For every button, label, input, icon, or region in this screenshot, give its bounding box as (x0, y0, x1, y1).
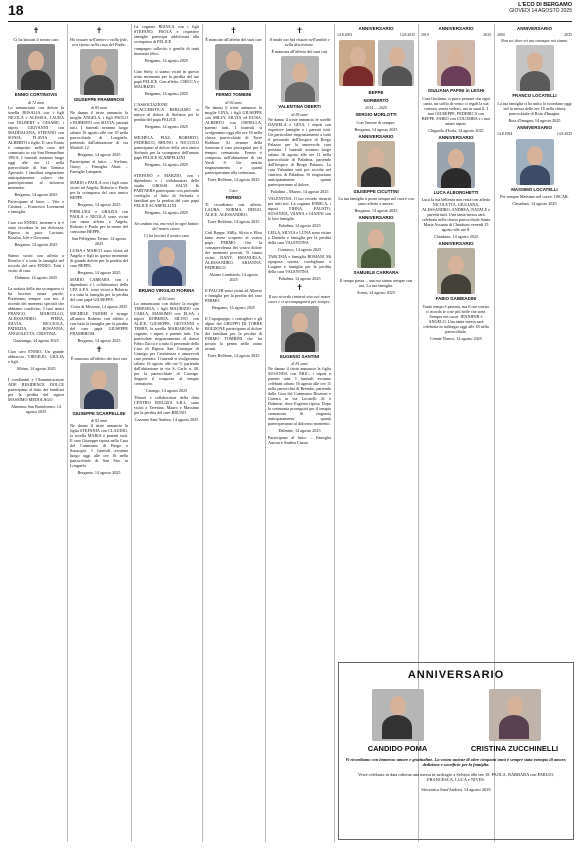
anniversary-dates (497, 132, 572, 137)
anniversary-text: Tanto tempo è passato, ma il tuo sorriso ci ricorda le cose più belle che siete. Sempre nei cuori. JENNIFER e ANGELO. Una santa messa sarà celebrata in suffragio oggi alle 18 nella parrocchiale. (422, 303, 490, 334)
portrait-photo (516, 45, 554, 91)
deceased-name: GIUSEPPE SCARPELLINI (72, 410, 126, 416)
place-date: Dalmine, 14 agosto 2025 (14, 274, 58, 280)
condolence-message: L'ASSOCIAZIONE SCACCHISTICA BERGAMO si unisce al dolore di Stefania per la perdita del papà FELICE (134, 102, 199, 122)
place-date: Chignolo d'Isola, 14 agosto 2025 (428, 127, 484, 133)
portrait-photo (281, 56, 319, 102)
masthead (509, 2, 572, 14)
cross-icon: ✝ (32, 26, 40, 35)
portrait-photo (17, 44, 55, 90)
condolence-message: LEILA, SILVIA e LUNA sono vicine a Daniela e famiglia per la perdita della cara VALENTINA (268, 229, 331, 245)
anniversary-quote: Non sei dove eri ma ovunque noi siamo. (500, 38, 569, 43)
obituary-intro: È mancata all'affetto dei suoi cari (271, 49, 328, 54)
portrait-photo (437, 248, 475, 294)
obituary-quote: Sei andato via, ma resti in ogni battito del nostro cuore. (134, 221, 199, 231)
place-date: Bergamo, 14 agosto 2025 (145, 91, 188, 96)
anniversary-label: ANNIVERSARIO (358, 215, 394, 220)
portrait-photo (372, 689, 424, 741)
place-date: Curnasco, 14 agosto 2025 (277, 246, 322, 252)
anniversary-column-8 (497, 24, 572, 660)
obituary-intro: Ci ha lasciati il nostro caro (13, 37, 59, 42)
condolence-message: MICHELE TADDEI e stringe all'amico Roberto con affetto e con tutta la famiglia per la perdita del caro papà GIUSEPPE FRAMBROSI. (70, 310, 128, 336)
date-start: 14.8.1994 (497, 131, 513, 136)
greeting-name: FERMO (225, 194, 242, 200)
couple-anniversary-notice (338, 662, 574, 840)
obituary-column-2 (70, 24, 128, 842)
obituary-quote: Il tuo ricordo rimarrà vivo nei nostri cuori e ci accompagnerà per sempre. (268, 293, 331, 304)
condolence-message: compagno sollecito e gentile di tanti momenti felici. (134, 46, 199, 56)
place-date: Bergamo, 14 agosto 2025 (145, 162, 188, 167)
issue-date: GIOVEDÌ 14 AGOSTO 2025 (509, 8, 572, 14)
place-date: Costa di Mezzate, 14 agosto 2025 (70, 303, 128, 309)
place-date: Chiuduno, 14 agosto 2025 (512, 201, 557, 206)
portrait-photo (148, 240, 186, 286)
obituary-text: Ne danno il triste annuncio la moglie ANGELA, i figli PAOLO e ROBERTO con SILVIA, parenti tutti. I funerali avranno luogo sabato 16 agosto alle ore 10 nella parrocchiale di Longuelo, partendo dall'abitazione di via Mattioli 12. (70, 109, 128, 150)
deceased-name: BRUNO VIRGILIO FIORINA (138, 288, 195, 293)
anniversary-years: 2014 — 2025 (365, 105, 387, 110)
portrait-photo (437, 40, 475, 86)
place-date: Bergamo, 14 agosto 2025 (77, 151, 121, 157)
cross-icon: ✝ (296, 26, 303, 35)
anniversary-text: La tua famiglia ti porta sempre nel cuore con tanto affetto e amore. (338, 196, 414, 206)
obituary-text: Lo annunciano con dolore la sorella ROSALIA con i figli NICOLA e ALESSIA, LAURA con DILBERT e CESARE, i nipoti GIOVANNI con MADDALENA, STEFANO con SONIA, FLAVIA con ALBERTO e figlie. Il caro Ennio è composto nella casa del commiato in via San Bernardino 199/A. I funerali avranno luogo oggi alle ore 11 nella parrocchiale di San Tomaso Apostolo. I familiari ringraziano anticipatamente coloro che parteciperanno al doloroso momento. (8, 104, 64, 190)
deceased-name: BEPPE (368, 90, 384, 95)
deceased-name: FABIO GABBIADINI (435, 296, 477, 301)
condolence-message: I condòmini e l'Amministratore ADE RESIDENCE DOLCE partecipano al lutto dei familiari per la perdita del signor MASSIMO MEDOLAGO (8, 376, 64, 402)
condolence-message: MARIO CARRARA con i dipendenti e i collaboratori della CPZ S.P.A. sono vicini a Roberto e a tutta la famiglia per la perdita del caro papà GIUSEPPE. (70, 276, 128, 302)
portrait-photo (378, 40, 414, 86)
deceased-name: GIULIANA PAPINI in LEGHI (427, 88, 485, 93)
deceased-age: di 92 anni (90, 418, 108, 423)
date-start: 14.8.2003 (337, 33, 353, 37)
participants: Partecipano al lutto: – Stefano, Giusy; – Famiglia Abati; – Famiglie Lamperti. (70, 158, 128, 174)
cross-icon: ✝ (95, 344, 103, 354)
obituary-intro: È mancato all'affetto dei suoi cari (70, 355, 128, 361)
condolence-message: STEFANO e MARZIO, con i dipendenti e i collaboratori dello studio GROSSI SALVI & PARTNERS partecipano con profondo cordoglio al lutto di Stefania e familiari per la perdita del caro papà FELICE SCARPELLINI (134, 173, 199, 208)
portrait-photo (281, 306, 319, 352)
obituary-column-5 (268, 24, 331, 842)
deceased-name: CRISTINA ZUCCHINELLI (470, 744, 559, 753)
anniversary-quote: Vi ricordiamo con immenso amore e gratitudine. La vostra unione di oltre cinquant'anni è sempre stata esempio di amore, dedizione e sacrificio per la famiglia. (345, 757, 567, 768)
column-separator (67, 24, 68, 842)
anniversary-text: Cara Giuliana, ci piace pensare che ogni tanto, un soffio di vento ci regali la tua carezza, senza vederti, ma tu sarai lì. I tuoi GIUSEPPE, FEDERICA con BEPPE, FABIO con COLOMBA e i tuoi amati nipoti. (421, 95, 491, 126)
date-end: 14.8.2025 (399, 33, 415, 37)
portrait-block (348, 687, 448, 753)
anniversary-label: ANNIVERSARIO (438, 241, 474, 246)
portrait-photo (357, 222, 395, 268)
place-date: Almenno San Bartolomeo, 14 agosto 2025 (10, 403, 61, 414)
anniversary-label: ANNIVERSARIO (358, 133, 394, 139)
place-date: Rota d'Imagna, 14 agosto 2025 (508, 117, 561, 123)
deceased-name: LUCA ALBORGHETTI (433, 189, 479, 195)
deceased-name: GIUSEPPE CICUTTINI (353, 188, 399, 194)
column-separator (334, 24, 335, 842)
participants: Partecipano al lutto: – Famiglia Aurora e Andrea Cassia (268, 435, 331, 445)
place-date: Paladina, 14 agosto 2025 (278, 222, 321, 228)
deceased-name: MASSIMO LOCATELLI (511, 186, 558, 192)
obituary-intro: È mancato all'affetto dei suoi cari (205, 37, 262, 42)
date-end: 2025 (483, 33, 491, 37)
condolence-message: Caro zio ENNIO, insieme a te è stata ricordata la tua dolcezza. Riposa in pace. Luciano, Rosalia, Jole e Giovanni. (8, 219, 64, 240)
page-header (0, 0, 580, 20)
place-date: Bergamo, 14 agosto 2025 (14, 191, 58, 197)
obituary-text: Ne danno il triste annuncio le sorelle DANIELA e GINA, i nipoti con rispettive famiglie e i parenti tutti. Un particolare ringraziamento a tutto il personale dell'hospice di Borgo Palazzo per la amorevole cura prestata. I funerali avranno luogo sabato 16 agosto alle ore 11 nella parrocchiale di Paladina, partendo dall'hospice di Borgo Palazzo. La cara Valentina sarà poi accolta nel cimitero di Paladina. Si ringraziano anticipatamente quanti parteciperanno al dolore. (268, 116, 331, 187)
place-date: Dalmine, 14 agosto 2025 (278, 428, 321, 433)
deceased-name: NORBERTO (363, 97, 389, 103)
portrait-photo (80, 363, 118, 409)
place-date: Paladina, 14 agosto 2025 (278, 275, 321, 281)
obituary-text: Ne danno il triste annuncio la moglie LINA, i figli GIUSEPPE con MILLY, SILVIA ed ELISA, ALBERTO con ORNELLA, parenti tutti. I funerali si svolgeranno oggi alle ore 16 nella chiesa parrocchiale di Torre Boldone. Al termine della funzione il caro proseguirà per il tempio crematorio. Fermo è composto nell'abitazione di via Verdi 9. Un sentito ringraziamento a quanti parteciperanno alla cerimonia. (205, 104, 262, 175)
place-date: Paladina – Mozzo, 14 agosto 2025 (270, 188, 329, 194)
deceased-name: EUGENIO SANTINI (279, 353, 320, 359)
place-date: Gazzaniga, 14 agosto 2025 (13, 337, 59, 343)
condolence-message: Ciao Stefy, ti siamo vicini in questo triste momento per la perdita del tuo papà FELICE. Con affetto, CHICCA e MAURIZIO. (134, 69, 199, 89)
obituary-quote: Ho vissuto nell'amore e nella fede, ora riposo nella casa del Padre. (70, 37, 128, 47)
portrait-photo (516, 139, 554, 185)
portrait-photo (339, 40, 375, 86)
place-date: Bergamo, 14 agosto 2025 (354, 126, 398, 132)
anniversary-column-7 (421, 24, 491, 660)
obituary-text: Lo annunciano con dolore la moglie TERESINA, i figli MAURIZIO con CARLA, MASSIMO con ELSA, i nipoti ROBERTA, SILVIO con ALICE, GIUSEPPE, GIOVANNI e TERRY, la sorella MARIAROSA, le cognate, i nipoti e parenti tutti. Un particolare ringraziamento al dottor Fabio Zucca e a tutto il personale della Casa di Riposo San Giuseppe di Casnigo per l'assistenza e amorevoli cure prestate. I funerali si svolgeranno sabato 16 agosto alle ore 9, partendo dall'abitazione in via S. Carlo n. 40, per la parrocchiale di Casnigo. Seguirà il trasporto al tempio crematorio. (134, 300, 199, 386)
portrait-photo (215, 44, 253, 90)
place-date: Albino, 14 agosto 2025 (16, 365, 56, 371)
place-date: Alzano Lombardo, 14 agosto 2025 (209, 272, 258, 282)
greeting-intro: Caro (229, 187, 238, 193)
place-date: Bergamo, 14 agosto 2025 (145, 210, 188, 215)
anniversary-label: ANNIVERSARIO (358, 26, 394, 31)
place-date: Bergamo, 14 agosto 2025 (212, 305, 255, 310)
condolence-message: Ti ricordiamo con affetto. LAURA, NORMA, DIEGO, ALICE, ALESSANDRO. (205, 202, 262, 217)
anniversary-text: Per sempre Massimo nel cuore. OSCAR. (500, 194, 569, 199)
place-date: San Pellegrino Terme, 14 agosto 2025 (71, 235, 127, 246)
column-separator (131, 24, 132, 842)
deceased-age: di 82 anni (158, 295, 175, 301)
place-date: Torre Boldone, 14 agosto 2025 (207, 176, 260, 182)
portrait-photo (357, 141, 395, 187)
date-end: 14.8.2025 (556, 131, 572, 136)
deceased-age: di 72 anni (27, 99, 45, 105)
place-date: Bergamo, 14 agosto 2025 (14, 241, 58, 247)
portrait-photo (80, 49, 118, 95)
anniversary-text: Verrà celebrata in data odierna una messa in suffragio a Selvino alle ore 18. PAOLA, BARBARA con EMILIO, FRANCESCA, LUCA e NIVES. (357, 771, 555, 783)
portrait-photo (437, 142, 475, 188)
condolence-message: La cognata BIANCA con i figli STEFANO, PAOLA e rispettive famiglie partecipa addolorata alla scomparsa di FELICE (134, 24, 199, 44)
portrait-block (465, 687, 565, 753)
anniversary-label: ANNIVERSARIO (438, 134, 474, 140)
deceased-name: GIUSEPPE FRAMBROSI (73, 97, 125, 102)
obituary-text: Ne danno il triste annuncio la figlia STEFANIA con CLAUDIO, la sorella MARIA e parenti tutti. Il caro Giuseppe riposa nella Casa del Commiato di Bergo e Sonzogni. I funerali avranno luogo oggi alle ore 16 nella parrocchiale di San Siro in Longuelo. (70, 423, 128, 468)
condolence-message: TARCISIA e famiglia ROMANI Mi ripuposa serena, cordogliano a Luigina e famiglia per la perdita della cara VALENTINA (268, 253, 331, 274)
obituary-intro: Ci ha lasciati il nostro caro (143, 233, 189, 238)
deceased-age: di 85 anni (90, 104, 108, 110)
cross-icon: ✝ (95, 26, 103, 35)
cross-icon: ✝ (230, 26, 237, 35)
cross-icon: ✝ (296, 282, 303, 292)
obituary-text: Ne danno il triste annuncio la figlia SUSANNA con ERIC, i nipoti e parenti tutti. I funerali avranno celebrati sabato 16 agosto alle ore 11 nella parrocchia di Brembo, partendo dalla Casa del Commiato Bizzioni e Carrara in via Locatelli 41 a Dalmine, dove Eugenio riposa. Dopo la cerimonia proseguirà per il tempio crematorio. Si ringrazia anticipatamente quanti parteciperanno al doloroso momento. (268, 366, 331, 426)
condolence-message: LUISA e MARCO sono vicini ad Angela e figli in questo momento di grande dolore per la perdita del caro BEPPE. (70, 247, 128, 268)
anniversary-dates (421, 33, 491, 38)
deceased-name: CANDIDO POMA (367, 744, 428, 753)
column-separator (265, 24, 266, 842)
header-rule (8, 21, 572, 22)
deceased-name: SERGIO MORLOTTI (355, 112, 397, 117)
obituary-column-3 (134, 24, 199, 842)
portrait-photo (489, 689, 541, 741)
place-date: Scena, 14 agosto 2025 (357, 289, 395, 295)
place-date: Bergamo, 14 agosto 2025 (77, 337, 121, 343)
newspaper-name: L'ECO DI BERGAMO (518, 2, 572, 8)
place-date: Bergamo, 14 agosto 2025 (354, 208, 398, 213)
obituary-quote: A modo tuo hai vissuto nell'umiltà e nella discrezione. (269, 37, 330, 47)
date-end: 2025 (564, 33, 572, 37)
date-start: 2004 (497, 33, 505, 37)
deceased-name: FERMO TOMBINI (215, 92, 252, 97)
anniversary-column-6 (337, 24, 415, 660)
deceased-age: di 85 anni (291, 111, 308, 117)
deceased-name: FRANCO LOCATELLI (512, 93, 557, 98)
column-separator (202, 24, 203, 842)
condolence-message: PIERLUIGI e GRAZIA con PAOLA e NICOLA sono vicini con tanto affetto a Angela, Roberto e Paolo per la morte del carissimo BEPPE. (70, 208, 128, 234)
place-date: Bergamo, 14 agosto 2025 (77, 470, 121, 475)
deceased-age: di 92 anni (225, 99, 242, 105)
deceased-name: ENNIO CORTINOVIS (14, 92, 58, 97)
condolence-message: Ciao caro ENNIO. Un grande abbraccio. VIRGILIO, GIULIA e figli. (8, 348, 64, 364)
place-date: Bergamo, 14 agosto 2025 (145, 124, 188, 129)
place-date: Chiuduno, 14 agosto 2025 (433, 234, 479, 239)
condolence-message: Siamo vicini con affetto a Rosalia e a tutta la famiglia nel ricordo del caro ENNIO. Tutti i vicini di casa. (8, 252, 64, 273)
condolence-message: Tiburzi e collaboratori della ditta CENTRO EDILIZIA S.R.L. sono vicini a Teresina, Mauro e Massimo per la perdita del caro BRUNO (134, 394, 199, 415)
place-date: Bergamo, 14 agosto 2025 (77, 201, 121, 207)
condolence-message: La notizia della tua scomparsa ci ha lasciato senza parole. Porteremo sempre con noi il ricordo dei momenti speciali che abbiamo condiviso. I tuoi amici FRANCO, MARCELLO, ALESSANDRO, PIERA, SILVIA, RICCIOLA, PATRIZIA, ROSANNA, ANGIOLETTA, CRISTINA. (8, 285, 64, 336)
participants: Partecipano al lutto: – Vito e Cristina; – Francesco Lorenzoni e famiglia. (8, 198, 64, 214)
deceased-age: di 81 anni (291, 361, 308, 366)
anniversary-text: La tua famiglia ci ha unito lo ricordano oggi nel la messa delle ore 18 nella chiesa parrocchiale di Rota d'Imagna. (497, 100, 572, 116)
condolence-message: VALENTINA. Il tuo ricordo rimarrà per tutti noi. La cognata ENRICA, i nipoti YIHNA, FAUSTO, SUSANNA, VANNA e GIANNI con le loro famiglie. (268, 195, 331, 221)
anniversary-text: Con l'amore di sempre. (356, 119, 396, 125)
condolence-message: Carl Beppe, Milly, Silvia e Elisa tanto avete scoperto al vostro papà FERMO. Ora la consapevolezza del vostro dolore dei momenti provati. Ti siamo vicini. DANY, EMANUELA, ALESSANDRO, ARIANNA, FEDERICO. (205, 230, 262, 270)
condolence-message: Il Capogruppo, i consiglieri e gli alpini del GRUPPO DI TORRE BOLDONE partecipano al dolore dei familiari per la perdita di FERMO TOMBINI che ha posato la penna nello zaino avanti. (205, 316, 262, 351)
obituary-column-4 (205, 24, 262, 842)
page-number: 18 (8, 2, 24, 18)
place-date: Torre Boldone, 14 agosto 2025 (207, 353, 260, 358)
deceased-name: VALENTINA OBERTI (278, 104, 321, 109)
obituary-column-1 (8, 24, 64, 842)
couple-portraits (339, 687, 573, 753)
anniversary-title: ANNIVERSARIO (407, 669, 505, 681)
place-date: Bergamo, 14 agosto 2025 (145, 58, 188, 63)
place-date: Cazzano Sant'Andrea, 14 agosto 2025 (134, 416, 199, 422)
condolence-message: Il FALCHI sono vicini ad Alberto e famiglia per la perdita del caro FERMO. (205, 288, 262, 303)
condolence-message: MICHELA PIAZ, ROBERTO, FEDERICO, BRUNO e NICCOLÒ partecipano al dolore della cara amica Stefania per la scomparsa dell'amato papà FELICE SCARPELLINI (134, 135, 199, 160)
anniversary-label: ANNIVERSARIO (438, 26, 474, 31)
anniversary-text: Luca la tua bellezza non resta con affetto NICOLETTA, GIULIANA, ALESSANDRO, ANDREA, NATALE e parenti tutti. Una santa messa sarà celebrata nella chiesa parrocchiale Santa Maria Assunta di Chiuduno venerdì 15 agosto alle ore 8. (421, 197, 491, 232)
anniversary-label: ANNIVERSARIO (516, 124, 553, 130)
deceased-name: SAMUELE CARRARA (353, 270, 399, 275)
place-date: Bergamo, 14 agosto 2025 (77, 269, 121, 275)
place-date: Torre Boldone, 14 agosto 2025 (207, 219, 260, 224)
place-date: Cenate Nuovo, 14 agosto 2025 (430, 335, 482, 341)
place-date: Casnigo, 14 agosto 2025 (145, 387, 188, 393)
date-start: 2019 (421, 33, 429, 37)
place-date: Sforzatica Sant'Andrea, 14 agosto 2025 (421, 786, 491, 792)
anniversary-text: Il tempo passa… ma noi siamo sempre con noi. La tua famiglia. (339, 277, 413, 288)
condolence-message: MARIO e PAOLA con i figli sono vicini ad Angela, Roberto e Paolo per la scomparsa del caro amico BEPPE. (70, 179, 128, 200)
anniversary-label: ANNIVERSARIO (516, 26, 553, 31)
